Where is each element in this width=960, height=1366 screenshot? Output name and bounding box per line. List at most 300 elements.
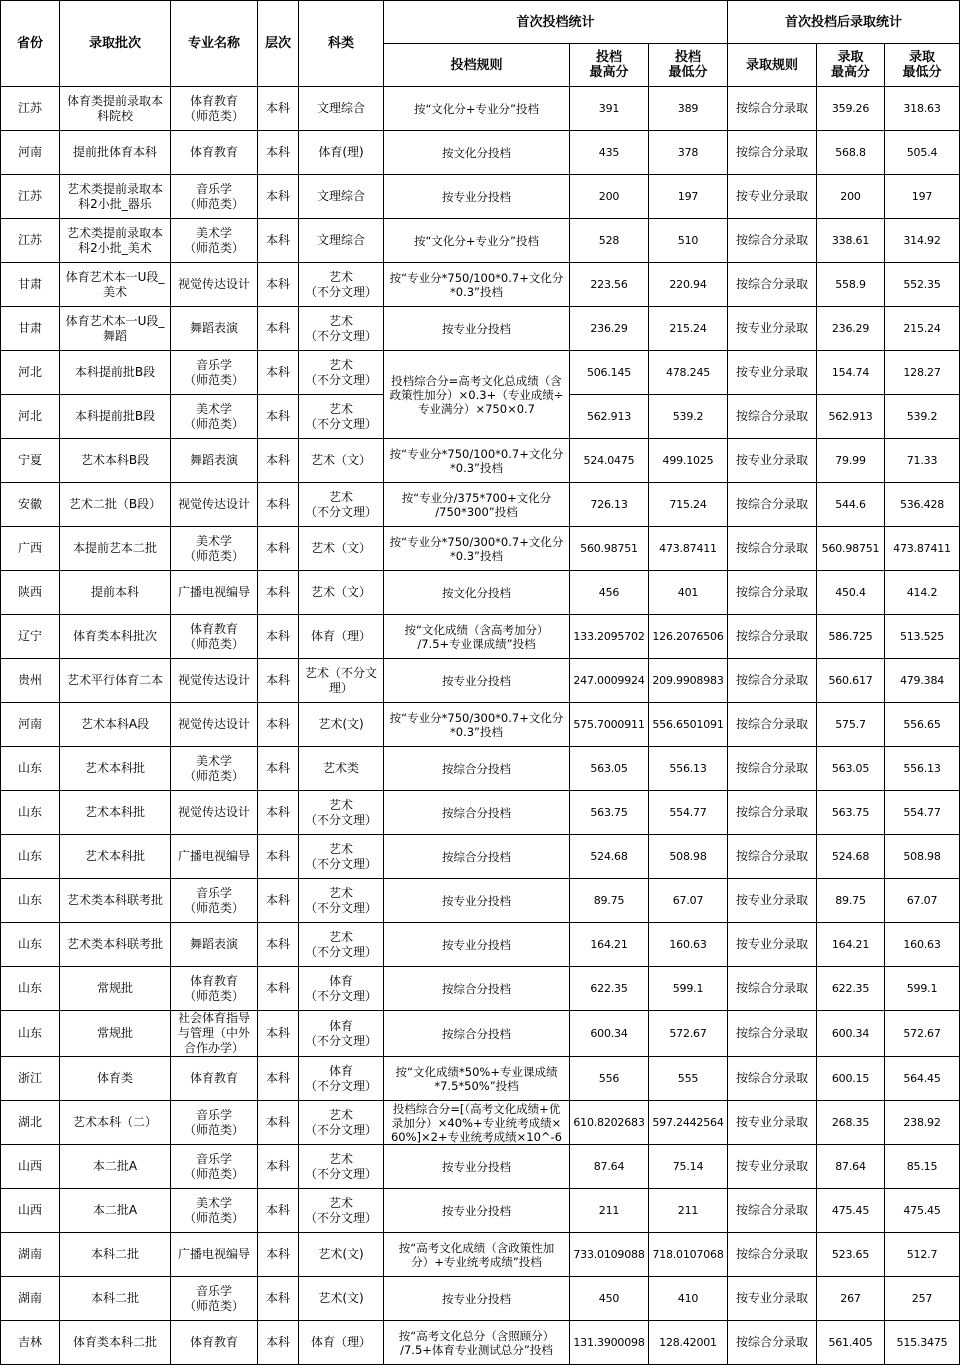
min-score-cell: 67.07 [649,879,728,923]
admit-max-cell: 586.725 [817,615,885,659]
province-cell: 山西 [1,1145,60,1189]
province-cell: 山东 [1,835,60,879]
major-cell: 美术学 （师范类） [171,1189,258,1233]
max-score-cell: 391 [570,87,649,131]
admit-max-cell: 267 [817,1277,885,1321]
batch-cell: 艺术本科批 [60,835,171,879]
min-score-cell: 209.9908983 [649,659,728,703]
subject-cell: 艺术 （不分文理） [299,791,384,835]
major-cell: 广播电视编导 [171,835,258,879]
admit-max-cell: 558.9 [817,263,885,307]
min-score-cell: 75.14 [649,1145,728,1189]
table-row [1,87,960,131]
batch-cell: 体育类 [60,1057,171,1101]
subject-cell: 艺术(文) [299,1233,384,1277]
subject-cell: 体育 （不分文理） [299,1057,384,1101]
batch-cell: 艺术本科B段 [60,439,171,483]
province-cell: 山东 [1,1011,60,1057]
level-cell: 本科 [258,1101,299,1145]
min-score-cell: 599.1 [649,967,728,1011]
major-cell: 体育教育 （师范类） [171,967,258,1011]
major-cell: 体育教育 （师范类） [171,87,258,131]
admit-max-cell: 563.05 [817,747,885,791]
table-row [1,571,960,615]
rule-cell: 按综合分投档 [384,967,570,1011]
admit-min-cell: 71.33 [885,439,960,483]
major-cell: 音乐学 （师范类） [171,1145,258,1189]
level-cell: 本科 [258,307,299,351]
min-score-cell: 215.24 [649,307,728,351]
rule-cell: 按综合分投档 [384,1011,570,1057]
batch-cell: 体育艺术本一U段_ 舞蹈 [60,307,171,351]
level-cell: 本科 [258,263,299,307]
max-score-cell: 164.21 [570,923,649,967]
rule-cell: 按“文化成绩*50%+专业课成绩 *7.5*50%”投档 [384,1057,570,1101]
level-cell: 本科 [258,703,299,747]
admit-rule-cell: 按综合分录取 [728,219,817,263]
table-row [1,791,960,835]
admit-max-cell: 524.68 [817,835,885,879]
province-cell: 山东 [1,747,60,791]
subject-cell: 艺术（文） [299,571,384,615]
major-cell: 舞蹈表演 [171,307,258,351]
max-score-cell: 247.0009924 [570,659,649,703]
province-cell: 湖南 [1,1277,60,1321]
province-cell: 山东 [1,791,60,835]
batch-cell: 本科二批 [60,1277,171,1321]
rule-cell: 按“专业分*750/300*0.7+文化分 *0.3”投档 [384,527,570,571]
admit-min-cell: 536.428 [885,483,960,527]
min-score-cell: 554.77 [649,791,728,835]
admit-rule-cell: 按综合分录取 [728,1011,817,1057]
rule-cell: 按“高考文化成绩（含政策性加 分）+专业统考成绩”投档 [384,1233,570,1277]
batch-cell: 艺术平行体育二本 [60,659,171,703]
rule-cell: 按专业分投档 [384,307,570,351]
max-score-cell: 556 [570,1057,649,1101]
admit-min-cell: 505.4 [885,131,960,175]
major-cell: 舞蹈表演 [171,439,258,483]
level-cell: 本科 [258,1233,299,1277]
max-score-cell: 456 [570,571,649,615]
batch-cell: 艺术本科A段 [60,703,171,747]
max-score-cell: 726.13 [570,483,649,527]
subject-cell: 艺术类 [299,747,384,791]
header-min: 投档 最低分 [649,44,728,87]
max-score-cell: 200 [570,175,649,219]
level-cell: 本科 [258,219,299,263]
admit-min-cell: 552.35 [885,263,960,307]
major-cell: 视觉传达设计 [171,263,258,307]
header-after-group: 首次投档后录取统计 [728,1,960,44]
admit-min-cell: 215.24 [885,307,960,351]
max-score-cell: 236.29 [570,307,649,351]
subject-cell: 艺术 （不分文理） [299,1189,384,1233]
table-row [1,1189,960,1233]
province-cell: 山东 [1,967,60,1011]
batch-cell: 体育类本科批次 [60,615,171,659]
admit-rule-cell: 按综合分录取 [728,527,817,571]
table-row [1,1011,960,1057]
major-cell: 美术学 （师范类） [171,527,258,571]
level-cell: 本科 [258,1057,299,1101]
max-score-cell: 524.68 [570,835,649,879]
admit-rule-cell: 按综合分录取 [728,967,817,1011]
province-cell: 山东 [1,923,60,967]
header-batch: 录取批次 [60,1,171,87]
table-row [1,307,960,351]
level-cell: 本科 [258,615,299,659]
min-score-cell: 556.6501091 [649,703,728,747]
admit-min-cell: 554.77 [885,791,960,835]
admit-rule-cell: 按综合分录取 [728,263,817,307]
subject-cell: 艺术 （不分文理） [299,351,384,395]
admit-min-cell: 479.384 [885,659,960,703]
rule-cell: 按文化分投档 [384,571,570,615]
province-cell: 湖北 [1,1101,60,1145]
subject-cell: 体育（理） [299,1321,384,1365]
province-cell: 江苏 [1,219,60,263]
province-cell: 河北 [1,351,60,395]
level-cell: 本科 [258,879,299,923]
level-cell: 本科 [258,131,299,175]
admit-max-cell: 575.7 [817,703,885,747]
major-cell: 舞蹈表演 [171,923,258,967]
admit-min-cell: 556.65 [885,703,960,747]
max-score-cell: 131.3900098 [570,1321,649,1365]
min-score-cell: 572.67 [649,1011,728,1057]
max-score-cell: 524.0475 [570,439,649,483]
admit-min-cell: 513.525 [885,615,960,659]
level-cell: 本科 [258,1277,299,1321]
admit-max-cell: 475.45 [817,1189,885,1233]
admit-min-cell: 556.13 [885,747,960,791]
level-cell: 本科 [258,351,299,395]
major-cell: 体育教育 （师范类） [171,615,258,659]
level-cell: 本科 [258,835,299,879]
admit-rule-cell: 按专业分录取 [728,175,817,219]
major-cell: 美术学 （师范类） [171,395,258,439]
admit-rule-cell: 按专业分录取 [728,307,817,351]
batch-cell: 本二批A [60,1189,171,1233]
max-score-cell: 600.34 [570,1011,649,1057]
major-cell: 体育教育 [171,131,258,175]
max-score-cell: 211 [570,1189,649,1233]
major-cell: 音乐学 （师范类） [171,351,258,395]
admit-max-cell: 200 [817,175,885,219]
table-row [1,439,960,483]
min-score-cell: 508.98 [649,835,728,879]
max-score-cell: 133.2095702 [570,615,649,659]
subject-cell: 艺术 （不分文理） [299,1101,384,1145]
admit-max-cell: 563.75 [817,791,885,835]
table-row [1,1145,960,1189]
header-admit-max: 录取 最高分 [817,44,885,87]
table-row [1,131,960,175]
admit-rule-cell: 按专业分录取 [728,1101,817,1145]
batch-cell: 艺术二批（B段） [60,483,171,527]
table-row [1,835,960,879]
table-row [1,527,960,571]
batch-cell: 艺术类本科联考批 [60,923,171,967]
major-cell: 视觉传达设计 [171,659,258,703]
batch-cell: 本二批A [60,1145,171,1189]
table-row [1,747,960,791]
admit-rule-cell: 按专业分录取 [728,439,817,483]
min-score-cell: 715.24 [649,483,728,527]
min-score-cell: 478.245 [649,351,728,395]
admit-max-cell: 600.15 [817,1057,885,1101]
level-cell: 本科 [258,1321,299,1365]
major-cell: 音乐学 （师范类） [171,1277,258,1321]
max-score-cell: 575.7000911 [570,703,649,747]
batch-cell: 本科二批 [60,1233,171,1277]
admit-rule-cell: 按专业分录取 [728,1277,817,1321]
min-score-cell: 499.1025 [649,439,728,483]
rule-cell: 按“文化成绩（含高考加分） /7.5+专业课成绩”投档 [384,615,570,659]
table-row [1,923,960,967]
table-row [1,1101,960,1145]
batch-cell: 体育类本科二批 [60,1321,171,1365]
table-row [1,1057,960,1101]
table-row [1,1277,960,1321]
major-cell: 体育教育 [171,1057,258,1101]
major-cell: 音乐学 （师范类） [171,879,258,923]
level-cell: 本科 [258,1189,299,1233]
batch-cell: 艺术类提前录取本 科2小批_美术 [60,219,171,263]
province-cell: 河南 [1,703,60,747]
header-major: 专业名称 [171,1,258,87]
province-cell: 陕西 [1,571,60,615]
subject-cell: 艺术 （不分文理） [299,263,384,307]
province-cell: 贵州 [1,659,60,703]
admit-rule-cell: 按专业分录取 [728,1145,817,1189]
admit-max-cell: 268.35 [817,1101,885,1145]
admit-rule-cell: 按专业分录取 [728,879,817,923]
admit-min-cell: 160.63 [885,923,960,967]
batch-cell: 体育艺术本一U段_ 美术 [60,263,171,307]
level-cell: 本科 [258,1011,299,1057]
admit-max-cell: 338.61 [817,219,885,263]
max-score-cell: 89.75 [570,879,649,923]
batch-cell: 本科提前批B段 [60,351,171,395]
major-cell: 广播电视编导 [171,571,258,615]
rule-cell: 按综合分投档 [384,791,570,835]
rule-cell: 按专业分投档 [384,1145,570,1189]
rule-cell: 按综合分投档 [384,835,570,879]
max-score-cell: 435 [570,131,649,175]
admit-max-cell: 622.35 [817,967,885,1011]
rule-cell: 按专业分投档 [384,879,570,923]
admit-rule-cell: 按综合分录取 [728,395,817,439]
major-cell: 视觉传达设计 [171,791,258,835]
level-cell: 本科 [258,967,299,1011]
admit-max-cell: 544.6 [817,483,885,527]
subject-cell: 艺术（不分文 理） [299,659,384,703]
admit-max-cell: 236.29 [817,307,885,351]
level-cell: 本科 [258,439,299,483]
province-cell: 安徽 [1,483,60,527]
admit-rule-cell: 按综合分录取 [728,703,817,747]
batch-cell: 本提前艺本二批 [60,527,171,571]
admit-min-cell: 128.27 [885,351,960,395]
batch-cell: 艺术类本科联考批 [60,879,171,923]
batch-cell: 常规批 [60,967,171,1011]
admit-max-cell: 87.64 [817,1145,885,1189]
batch-cell: 提前批体育本科 [60,131,171,175]
rule-cell: 按“专业分/375*700+文化分 /750*300”投档 [384,483,570,527]
subject-cell: 体育 （不分文理） [299,1011,384,1057]
min-score-cell: 378 [649,131,728,175]
major-cell: 美术学 （师范类） [171,747,258,791]
header-level: 层次 [258,1,299,87]
subject-cell: 文理综合 [299,219,384,263]
batch-cell: 艺术本科批 [60,747,171,791]
max-score-cell: 560.98751 [570,527,649,571]
batch-cell: 本科提前批B段 [60,395,171,439]
admit-rule-cell: 按综合分录取 [728,747,817,791]
major-cell: 美术学 （师范类） [171,219,258,263]
admit-min-cell: 515.3475 [885,1321,960,1365]
rule-cell: 按专业分投档 [384,175,570,219]
table-row [1,175,960,219]
max-score-cell: 562.913 [570,395,649,439]
table-row [1,967,960,1011]
table-row [1,703,960,747]
subject-cell: 文理综合 [299,87,384,131]
subject-cell: 艺术 （不分文理） [299,483,384,527]
rule-cell: 按“文化分+专业分”投档 [384,87,570,131]
header-admit-rule: 录取规则 [728,44,817,87]
admit-max-cell: 560.98751 [817,527,885,571]
province-cell: 广西 [1,527,60,571]
subject-cell: 艺术 （不分文理） [299,1145,384,1189]
admit-rule-cell: 按综合分录取 [728,1233,817,1277]
admit-rule-cell: 按综合分录取 [728,1189,817,1233]
major-cell: 音乐学 （师范类） [171,175,258,219]
subject-cell: 艺术(文) [299,703,384,747]
min-score-cell: 556.13 [649,747,728,791]
rule-cell: 按“专业分*750/100*0.7+文化分 *0.3”投档 [384,439,570,483]
rule-cell: 按专业分投档 [384,923,570,967]
major-cell: 社会体育指导 与管理（中外 合作办学） [171,1011,258,1057]
table-row [1,615,960,659]
level-cell: 本科 [258,747,299,791]
table-body [1,87,960,1365]
province-cell: 江苏 [1,87,60,131]
rule-cell: 按“专业分*750/100*0.7+文化分 *0.3”投档 [384,263,570,307]
province-cell: 吉林 [1,1321,60,1365]
min-score-cell: 718.0107068 [649,1233,728,1277]
admit-max-cell: 560.617 [817,659,885,703]
province-cell: 河南 [1,131,60,175]
subject-cell: 体育(理) [299,131,384,175]
subject-cell: 艺术 （不分文理） [299,307,384,351]
admit-min-cell: 508.98 [885,835,960,879]
admit-min-cell: 599.1 [885,967,960,1011]
min-score-cell: 197 [649,175,728,219]
max-score-cell: 450 [570,1277,649,1321]
table-row [1,1233,960,1277]
admit-max-cell: 359.26 [817,87,885,131]
min-score-cell: 473.87411 [649,527,728,571]
subject-cell: 艺术 （不分文理） [299,923,384,967]
table-row [1,659,960,703]
level-cell: 本科 [258,87,299,131]
admit-max-cell: 79.99 [817,439,885,483]
level-cell: 本科 [258,1145,299,1189]
admit-max-cell: 523.65 [817,1233,885,1277]
max-score-cell: 610.8202683 [570,1101,649,1145]
min-score-cell: 597.2442564 [649,1101,728,1145]
admit-max-cell: 89.75 [817,879,885,923]
max-score-cell: 563.75 [570,791,649,835]
min-score-cell: 160.63 [649,923,728,967]
level-cell: 本科 [258,791,299,835]
province-cell: 湖南 [1,1233,60,1277]
province-cell: 河北 [1,395,60,439]
province-cell: 辽宁 [1,615,60,659]
subject-cell: 艺术（文） [299,439,384,483]
rule-cell: 按“文化分+专业分”投档 [384,219,570,263]
rule-cell: 按“专业分*750/300*0.7+文化分 *0.3”投档 [384,703,570,747]
admit-min-cell: 238.92 [885,1101,960,1145]
header-admit-min: 录取 最低分 [885,44,960,87]
table-row [1,219,960,263]
admit-min-cell: 539.2 [885,395,960,439]
admit-min-cell: 318.63 [885,87,960,131]
province-cell: 江苏 [1,175,60,219]
admit-max-cell: 568.8 [817,131,885,175]
rule-cell: 按专业分投档 [384,1277,570,1321]
admit-max-cell: 562.913 [817,395,885,439]
min-score-cell: 128.42001 [649,1321,728,1365]
admit-max-cell: 164.21 [817,923,885,967]
province-cell: 甘肃 [1,307,60,351]
min-score-cell: 555 [649,1057,728,1101]
rule-cell: 按文化分投档 [384,131,570,175]
admit-rule-cell: 按专业分录取 [728,351,817,395]
admit-rule-cell: 按综合分录取 [728,1057,817,1101]
major-cell: 体育教育 [171,1321,258,1365]
header-province: 省份 [1,1,60,87]
max-score-cell: 622.35 [570,967,649,1011]
level-cell: 本科 [258,527,299,571]
admit-min-cell: 414.2 [885,571,960,615]
max-score-cell: 563.05 [570,747,649,791]
province-cell: 浙江 [1,1057,60,1101]
level-cell: 本科 [258,395,299,439]
major-cell: 音乐学 （师范类） [171,1101,258,1145]
rule-cell: 按专业分投档 [384,1189,570,1233]
admit-min-cell: 314.92 [885,219,960,263]
subject-cell: 体育（理） [299,615,384,659]
max-score-cell: 506.145 [570,351,649,395]
admit-max-cell: 450.4 [817,571,885,615]
admit-min-cell: 564.45 [885,1057,960,1101]
level-cell: 本科 [258,483,299,527]
rule-cell: 投档综合分=高考文化总成绩（含 政策性加分）×0.3+（专业成绩÷ 专业满分）×750×0.7 [384,351,570,439]
admit-min-cell: 512.7 [885,1233,960,1277]
subject-cell: 艺术（文） [299,527,384,571]
max-score-cell: 733.0109088 [570,1233,649,1277]
min-score-cell: 126.2076506 [649,615,728,659]
admit-rule-cell: 按综合分录取 [728,835,817,879]
admit-max-cell: 600.34 [817,1011,885,1057]
admit-rule-cell: 按综合分录取 [728,615,817,659]
min-score-cell: 401 [649,571,728,615]
table-row [1,483,960,527]
admit-rule-cell: 按综合分录取 [728,791,817,835]
